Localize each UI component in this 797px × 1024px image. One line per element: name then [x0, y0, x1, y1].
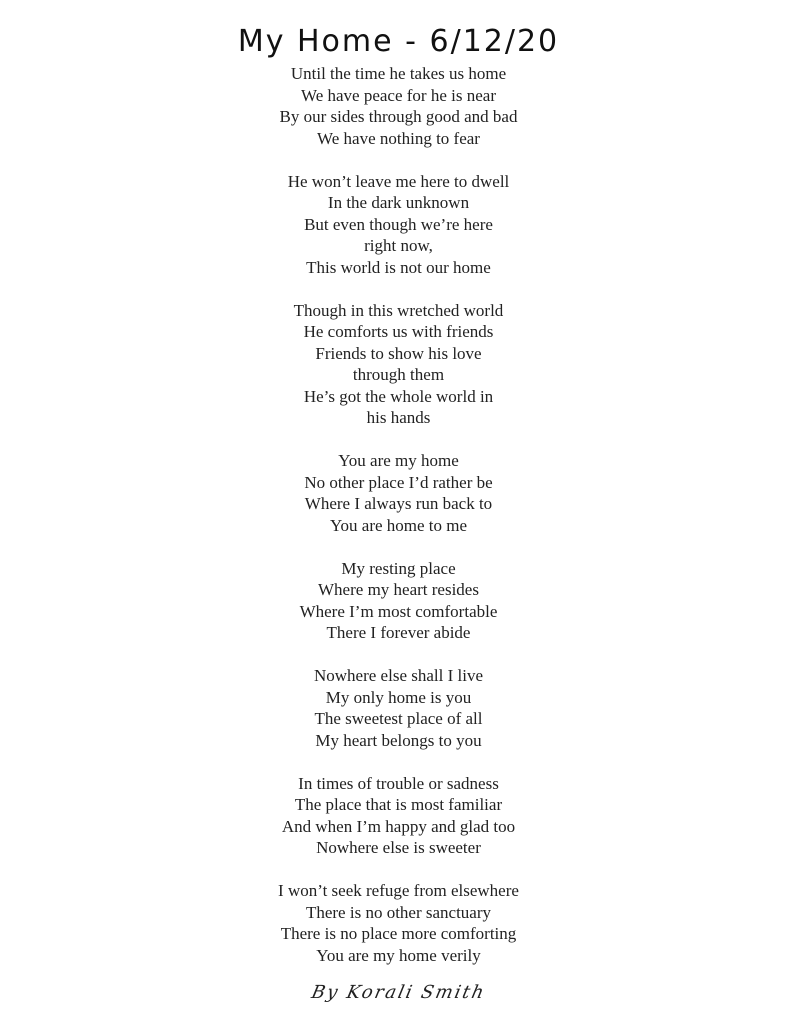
- stanza-2: [0, 171, 797, 279]
- poem-line: I won’t seek refuge from elsewhere: [278, 881, 519, 900]
- stanza-7: [0, 773, 797, 859]
- poem-line: In the dark unknown: [327, 193, 470, 212]
- stanza-1: [0, 63, 797, 149]
- poem-line: This world is not our home: [306, 257, 491, 277]
- poem-line: We have peace for he is near: [301, 85, 496, 105]
- poem-title: My Home - 6/12/20: [237, 24, 560, 59]
- poem-line: He comforts us with friends: [303, 322, 494, 341]
- poem-line: Where my heart resides: [318, 580, 479, 599]
- poem-line: Until the time he takes us home: [290, 64, 507, 83]
- poem-line: My heart belongs to you: [315, 730, 482, 750]
- poem-body: [0, 63, 797, 988]
- stanza-6: [0, 665, 797, 751]
- poem-line: My only home is you: [325, 687, 472, 707]
- author-signature: By Korali Smith: [309, 982, 488, 1003]
- poem-line: Nowhere else shall I live: [314, 666, 483, 685]
- poem-line: through them: [352, 365, 445, 384]
- poem-line: Where I’m most comfortable: [299, 601, 498, 621]
- poem-line: Though in this wretched world: [293, 300, 504, 320]
- poem-line: The place that is most familiar: [294, 795, 503, 814]
- poem-line: He’s got the whole world in: [303, 386, 494, 406]
- poem-line: There I forever abide: [326, 623, 471, 642]
- poem-line: The sweetest place of all: [314, 709, 483, 728]
- poem-line: Nowhere else is sweeter: [316, 838, 481, 857]
- stanza-3: [0, 300, 797, 429]
- poem-line: No other place I’d rather be: [304, 472, 493, 492]
- poem-line: Friends to show his love: [315, 343, 482, 363]
- poem-line: You are my home verily: [316, 945, 481, 965]
- poem-line: Where I always run back to: [304, 494, 493, 513]
- poem-line: We have nothing to fear: [317, 128, 480, 148]
- stanza-5: [0, 558, 797, 644]
- poem-line: There is no place more comforting: [280, 924, 517, 943]
- poem-line: He won’t leave me here to dwell: [287, 171, 510, 191]
- poem-line: You are home to me: [329, 515, 468, 535]
- poem-line: In times of trouble or sadness: [298, 773, 499, 793]
- stanza-8: [0, 880, 797, 966]
- poem-line: And when I’m happy and glad too: [281, 816, 516, 836]
- poem-line: But even though we’re here: [304, 214, 493, 234]
- poem-line: There is no other sanctuary: [305, 902, 492, 922]
- stanza-4: [0, 450, 797, 536]
- poem-line: his hands: [366, 408, 431, 427]
- poem-line: My resting place: [341, 558, 456, 578]
- poem-line: You are my home: [338, 451, 459, 470]
- poem-line: right now,: [364, 236, 433, 255]
- poem-line: By our sides through good and bad: [279, 107, 518, 126]
